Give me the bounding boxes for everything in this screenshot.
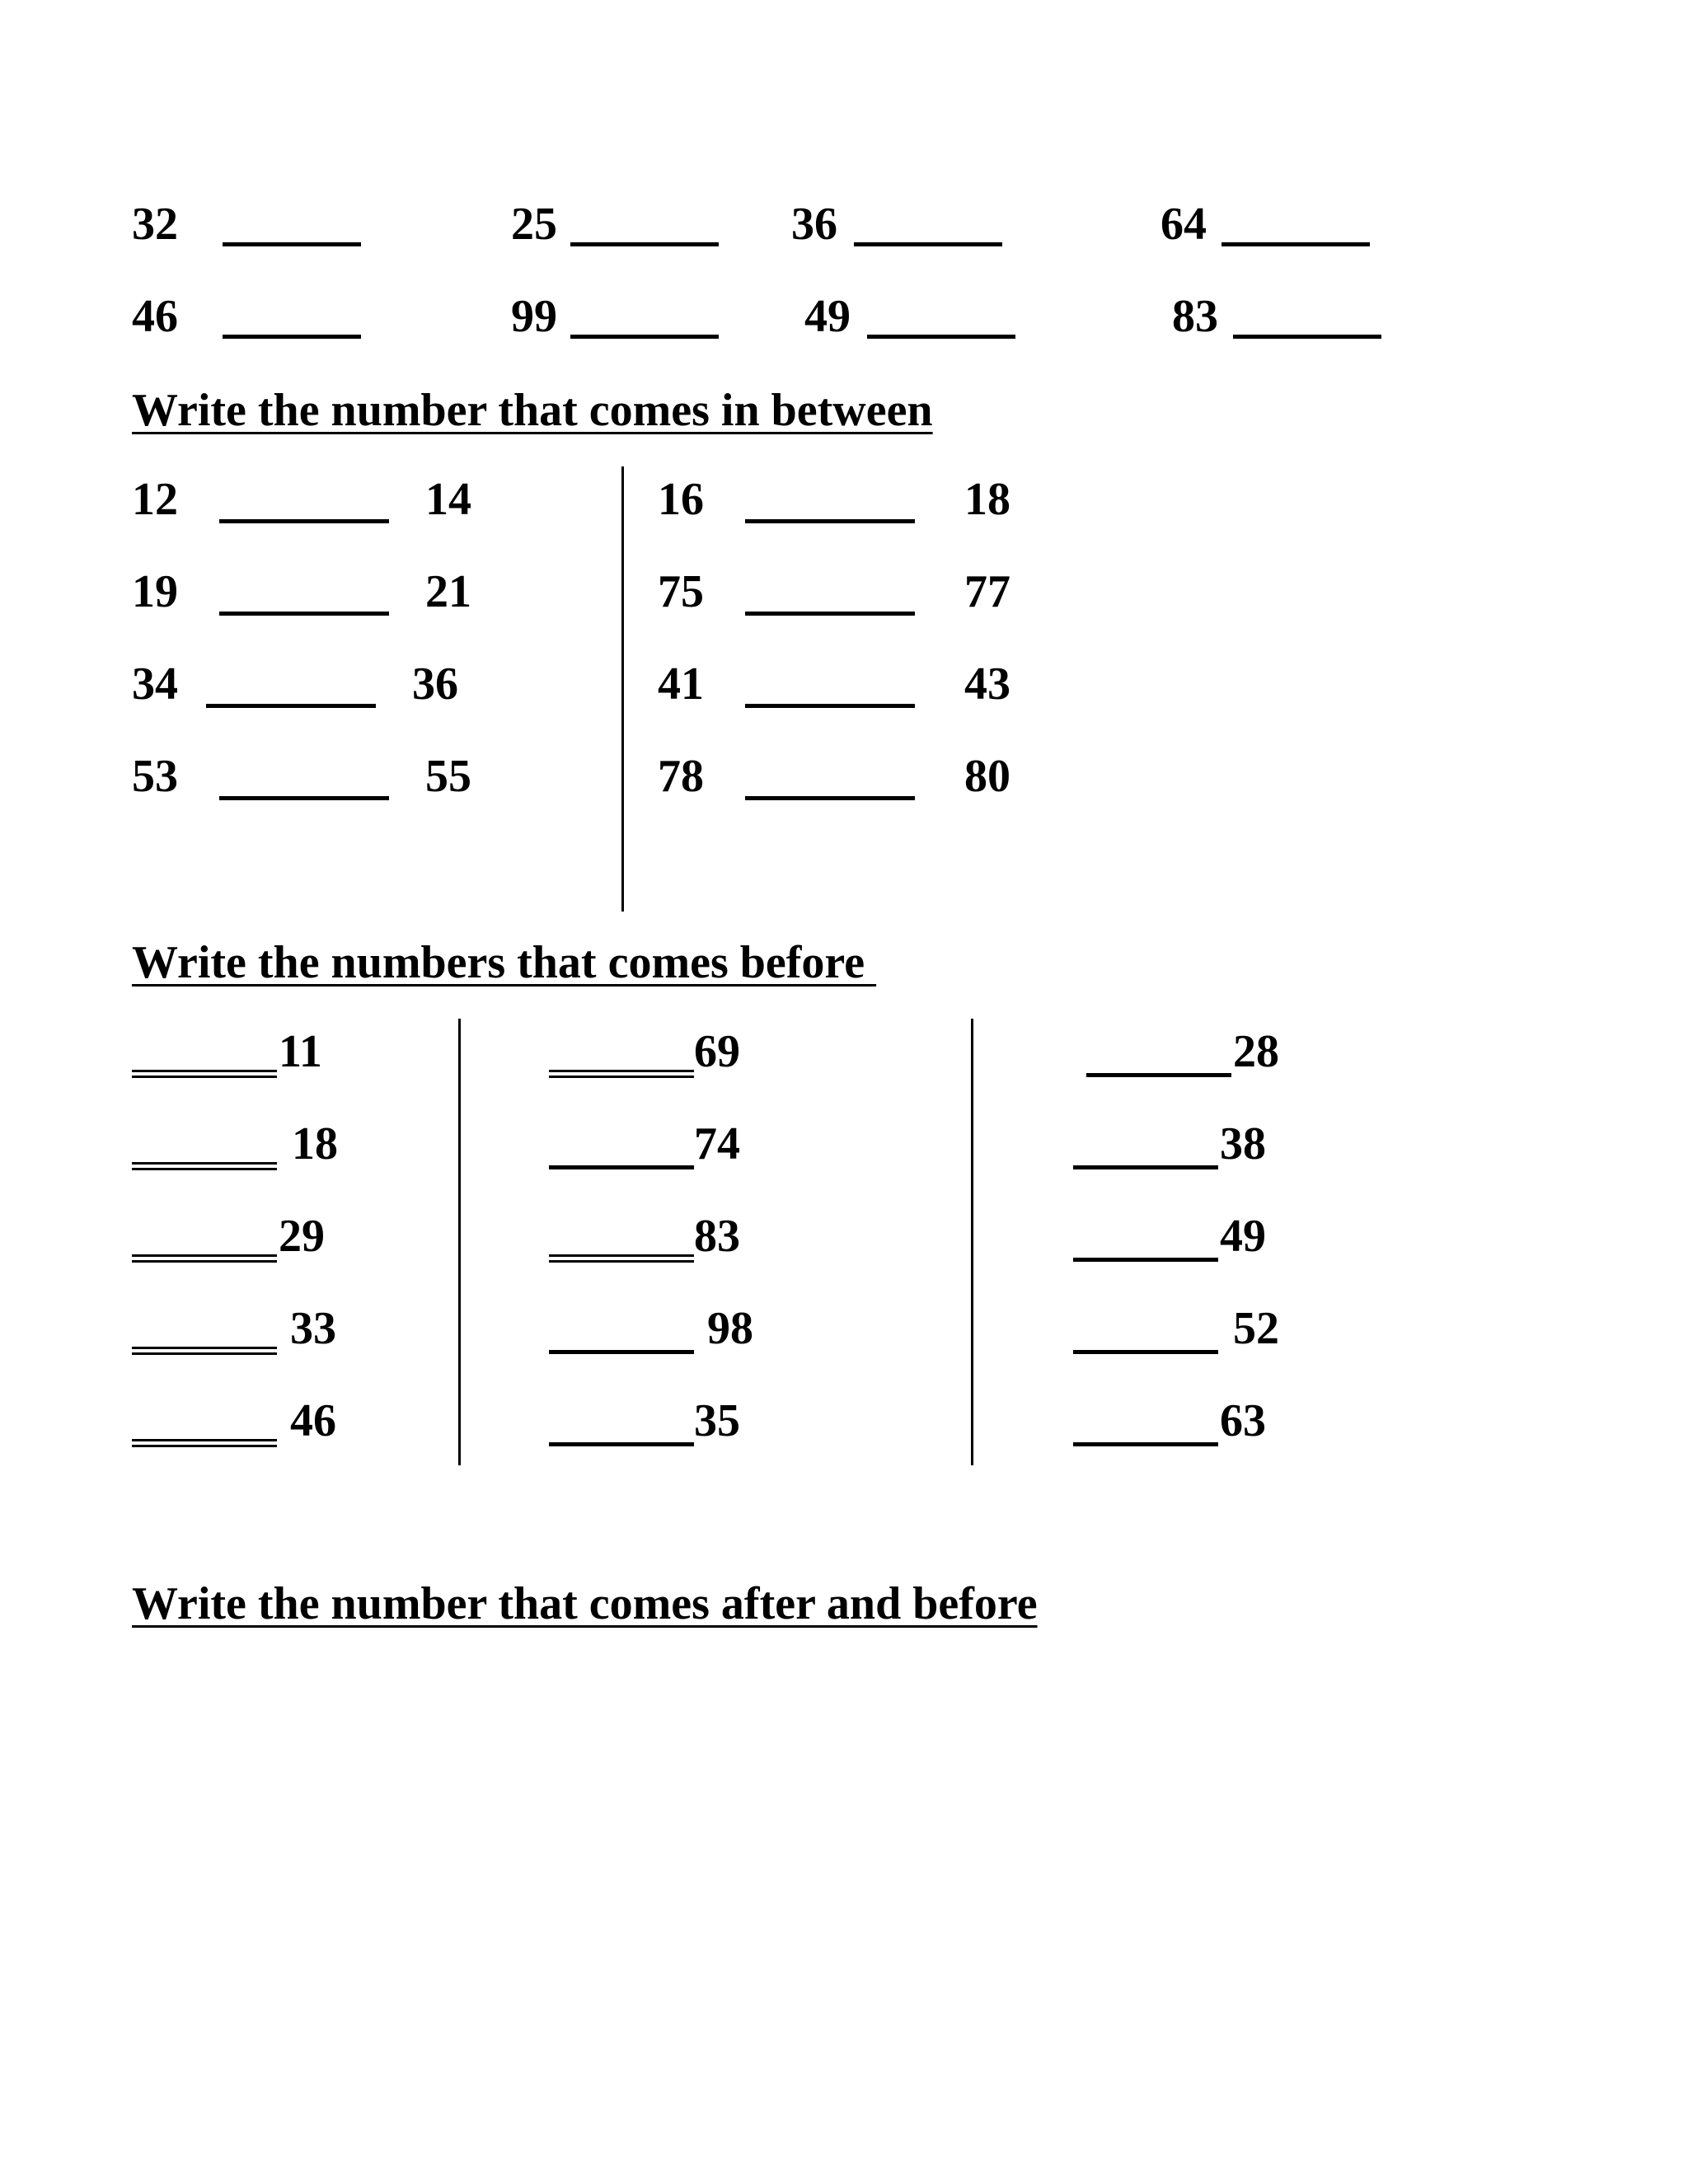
number-label: 69 — [694, 1026, 740, 1077]
number-label: 35 — [694, 1395, 740, 1446]
number-label: 98 — [707, 1303, 753, 1354]
number-label: 12 — [132, 474, 178, 525]
number-label: 46 — [290, 1395, 336, 1446]
answer-blank[interactable] — [570, 242, 719, 246]
number-label: 19 — [132, 566, 178, 617]
answer-blank[interactable] — [206, 704, 376, 708]
answer-blank[interactable] — [745, 519, 915, 523]
answer-blank[interactable] — [219, 796, 389, 800]
number-label: 74 — [694, 1118, 740, 1169]
number-label: 41 — [658, 658, 704, 710]
answer-blank[interactable] — [867, 335, 1015, 339]
number-label: 78 — [658, 751, 704, 802]
answer-blank[interactable] — [223, 242, 361, 246]
answer-blank[interactable] — [549, 1165, 694, 1169]
number-label: 11 — [279, 1026, 322, 1077]
number-label: 64 — [1160, 199, 1207, 250]
answer-blank[interactable] — [854, 242, 1002, 246]
section-heading: Write the number that comes after and before — [132, 1578, 1038, 1629]
answer-blank[interactable] — [745, 612, 915, 616]
answer-blank[interactable] — [219, 612, 389, 616]
number-label: 36 — [791, 199, 837, 250]
number-label: 52 — [1233, 1303, 1279, 1354]
number-label: 99 — [511, 291, 557, 342]
number-label: 16 — [658, 474, 704, 525]
number-label: 25 — [511, 199, 557, 250]
number-label: 80 — [964, 751, 1010, 802]
answer-blank[interactable] — [132, 1347, 277, 1352]
answer-blank[interactable] — [223, 335, 361, 339]
answer-blank[interactable] — [132, 1254, 277, 1260]
answer-blank[interactable] — [132, 1162, 277, 1168]
answer-blank[interactable] — [1086, 1073, 1231, 1077]
number-label: 29 — [279, 1211, 325, 1262]
number-label: 49 — [804, 291, 851, 342]
number-label: 75 — [658, 566, 704, 617]
number-label: 63 — [1220, 1395, 1266, 1446]
answer-blank[interactable] — [549, 1350, 694, 1354]
number-label: 21 — [425, 566, 471, 617]
answer-blank[interactable] — [1073, 1350, 1218, 1354]
answer-blank[interactable] — [219, 519, 389, 523]
answer-blank[interactable] — [570, 335, 719, 339]
number-label: 53 — [132, 751, 178, 802]
number-label: 18 — [964, 474, 1010, 525]
answer-blank[interactable] — [1073, 1258, 1218, 1262]
number-label: 83 — [694, 1211, 740, 1262]
answer-blank[interactable] — [1073, 1165, 1218, 1169]
number-label: 46 — [132, 291, 178, 342]
column-divider — [971, 1019, 973, 1465]
number-label: 33 — [290, 1303, 336, 1354]
column-divider — [458, 1019, 461, 1465]
section-heading: Write the number that comes in between — [132, 385, 933, 436]
number-label: 36 — [412, 658, 458, 710]
number-label: 55 — [425, 751, 471, 802]
answer-blank[interactable] — [745, 704, 915, 708]
answer-blank[interactable] — [1073, 1442, 1218, 1446]
answer-blank[interactable] — [132, 1070, 277, 1076]
number-label: 43 — [964, 658, 1010, 710]
number-label: 28 — [1233, 1026, 1279, 1077]
answer-blank[interactable] — [549, 1070, 694, 1076]
number-label: 14 — [425, 474, 471, 525]
number-label: 83 — [1172, 291, 1218, 342]
number-label: 38 — [1220, 1118, 1266, 1169]
answer-blank[interactable] — [745, 796, 915, 800]
number-label: 32 — [132, 199, 178, 250]
column-divider — [621, 466, 624, 912]
answer-blank[interactable] — [132, 1439, 277, 1445]
number-label: 77 — [964, 566, 1010, 617]
answer-blank[interactable] — [1221, 242, 1370, 246]
answer-blank[interactable] — [549, 1254, 694, 1260]
number-label: 18 — [292, 1118, 338, 1169]
section-heading: Write the numbers that comes before — [132, 937, 877, 988]
answer-blank[interactable] — [1233, 335, 1381, 339]
number-label: 49 — [1220, 1211, 1266, 1262]
number-label: 34 — [132, 658, 178, 710]
answer-blank[interactable] — [549, 1442, 694, 1446]
